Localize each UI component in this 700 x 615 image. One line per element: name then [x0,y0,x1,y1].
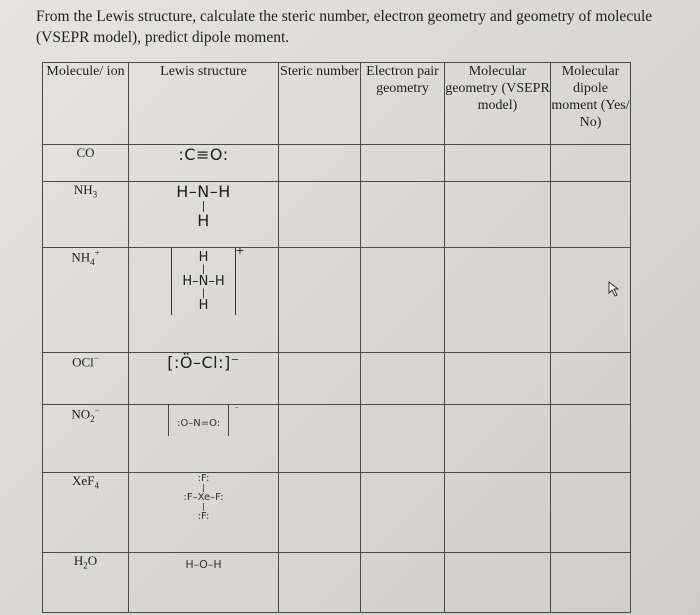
dipole-cell[interactable] [551,473,631,553]
header-molecular: Molecular geometry (VSEPR model) [445,63,551,145]
electron-cell[interactable] [361,248,445,353]
molecular-cell[interactable] [445,553,551,613]
molecule-cell: OCl− [43,353,129,405]
table-row [43,182,631,248]
lewis-structure-xef4: :F: | :F–Xe–F: | :F: [129,473,279,553]
lewis-structure-co: :C≡O: [129,145,279,182]
table-row [43,145,631,182]
molecular-cell[interactable] [445,405,551,473]
steric-cell[interactable] [279,473,361,553]
molecular-cell[interactable] [445,353,551,405]
dipole-cell[interactable] [551,145,631,182]
steric-cell[interactable] [279,145,361,182]
lewis-structure-ocl: [:Ö–Cl:]⁻ [129,353,279,405]
molecule-cell: $H_2O$ [43,553,129,613]
molecular-cell[interactable] [445,473,551,553]
molecular-cell[interactable] [445,248,551,353]
dipole-cell[interactable] [551,405,631,473]
lewis-structure-h2o: H–O–H [129,553,279,613]
lewis-structure-nh3: H–N–H | H [129,182,279,248]
electron-cell[interactable] [361,553,445,613]
electron-cell[interactable] [361,182,445,248]
molecular-cell[interactable] [445,145,551,182]
table-row [43,248,631,353]
electron-cell[interactable] [361,353,445,405]
lewis-structure-no2: :O–N=O: ⁻ [129,405,279,473]
steric-cell[interactable] [279,553,361,613]
dipole-cell[interactable] [551,248,631,353]
steric-cell[interactable] [279,405,361,473]
steric-cell[interactable] [279,182,361,248]
molecule-cell: $NH_4^+$ [43,248,129,353]
molecule-cell: CO [43,145,129,182]
electron-cell[interactable] [361,145,445,182]
electron-cell[interactable] [361,405,445,473]
vsepr-table [42,62,631,613]
header-molecule: Molecule/ ion [43,63,129,145]
header-steric: Steric number [279,63,361,145]
header-dipole: Molecular dipole moment (Yes/ No) [551,63,631,145]
header-row [43,63,631,145]
molecular-cell[interactable] [445,182,551,248]
molecule-cell: $NH_3$ [43,182,129,248]
steric-cell[interactable] [279,353,361,405]
mouse-pointer-icon [608,281,622,297]
dipole-cell[interactable] [551,182,631,248]
lewis-structure-nh4: + H | H–N–H | H [129,248,279,353]
table-row [43,473,631,553]
header-electron: Electron pair geometry [361,63,445,145]
table-row [43,405,631,473]
electron-cell[interactable] [361,473,445,553]
dipole-cell[interactable] [551,553,631,613]
steric-cell[interactable] [279,248,361,353]
molecule-cell: $NO_2^-$ [43,405,129,473]
molecule-cell: XeF$_4$ [43,473,129,553]
header-lewis: Lewis structure [129,63,279,145]
table-row [43,353,631,405]
question-prompt: From the Lewis structure, calculate the steric number, electron geometry and geometry of molecule (VSEPR model), predict dipole moment. [36,8,653,46]
table-row [43,553,631,613]
dipole-cell[interactable] [551,353,631,405]
